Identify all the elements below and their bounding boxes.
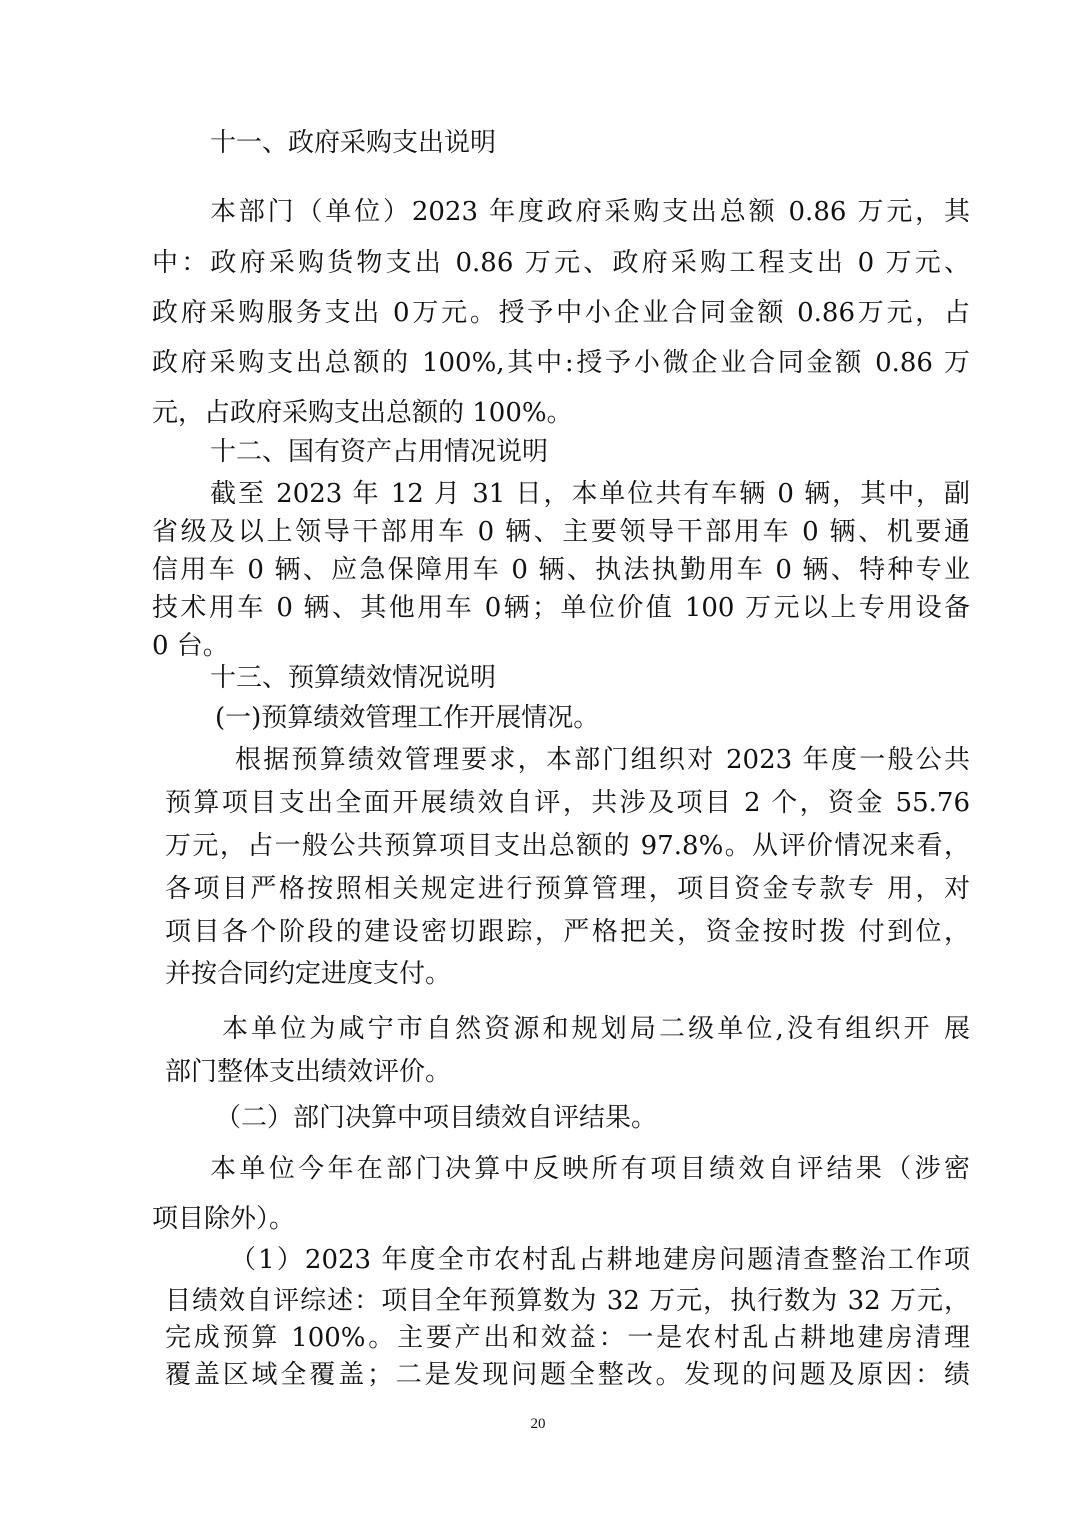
- text-line: 项目各个阶段的建设密切跟踪，严格把关，资金按时拨 付到位，: [165, 917, 970, 947]
- text-line: 完成预算 100%。主要产出和效益：一是农村乱占耕地建房清理: [165, 1323, 970, 1353]
- text-line: 信用车 0 辆、应急保障用车 0 辆、执法执勤用车 0 辆、特种专业: [152, 555, 970, 585]
- text-line: 政府采购服务支出 0万元。授予中小企业合同金额 0.86万元，占: [152, 298, 970, 328]
- text-line: 本单位为咸宁市自然资源和规划局二级单位,没有组织开 展: [222, 1014, 970, 1044]
- text-line: 目绩效自评综述：项目全年预算数为 32 万元，执行数为 32 万元，: [165, 1286, 970, 1316]
- page-number: 20: [530, 1416, 546, 1432]
- text-line: 部门整体支出绩效评价。: [165, 1057, 452, 1087]
- section-12-heading: 十二、国有资产占用情况说明: [210, 437, 549, 467]
- text-line: 0 台。: [152, 631, 229, 661]
- subsection-1-heading: (一)预算绩效管理工作开展情况。: [215, 703, 600, 733]
- section-11-heading: 十一、政府采购支出说明: [210, 128, 497, 158]
- section-13-heading: 十三、预算绩效情况说明: [210, 663, 497, 693]
- text-line: 元，占政府采购支出总额的 100%。: [152, 398, 573, 428]
- text-line: 项目除外）。: [152, 1204, 296, 1234]
- text-line: 本部门（单位）2023 年度政府采购支出总额 0.86 万元，其: [210, 197, 970, 227]
- text-line: （1）2023 年度全市农村乱占耕地建房问题清查整治工作项: [230, 1245, 970, 1275]
- text-line: 根据预算绩效管理要求，本部门组织对 2023 年度一般公共: [235, 745, 970, 775]
- text-line: 截至 2023 年 12 月 31 日，本单位共有车辆 0 辆，其中，副: [210, 479, 970, 509]
- text-line: 覆盖区域全覆盖；二是发现问题全整改。发现的问题及原因：绩: [165, 1360, 970, 1390]
- text-line: 预算项目支出全面开展绩效自评，共涉及项目 2 个，资金 55.76: [165, 788, 970, 818]
- text-line: 各项目严格按照相关规定进行预算管理，项目资金专款专 用，对: [165, 874, 970, 904]
- text-line: 并按合同约定进度支付。: [165, 959, 452, 989]
- subsection-2-heading: （二）部门决算中项目绩效自评结果。: [215, 1103, 658, 1133]
- text-line: 政府采购支出总额的 100%,其中:授予小微企业合同金额 0.86 万: [152, 348, 970, 378]
- text-line: 本单位今年在部门决算中反映所有项目绩效自评结果（涉密: [210, 1154, 970, 1184]
- text-line: 技术用车 0 辆、其他用车 0辆；单位价值 100 万元以上专用设备: [152, 593, 970, 623]
- text-line: 省级及以上领导干部用车 0 辆、主要领导干部用车 0 辆、机要通: [152, 517, 970, 547]
- text-line: 中：政府采购货物支出 0.86 万元、政府采购工程支出 0 万元、: [152, 248, 970, 278]
- text-line: 万元，占一般公共预算项目支出总额的 97.8%。从评价情况来看，: [165, 831, 970, 861]
